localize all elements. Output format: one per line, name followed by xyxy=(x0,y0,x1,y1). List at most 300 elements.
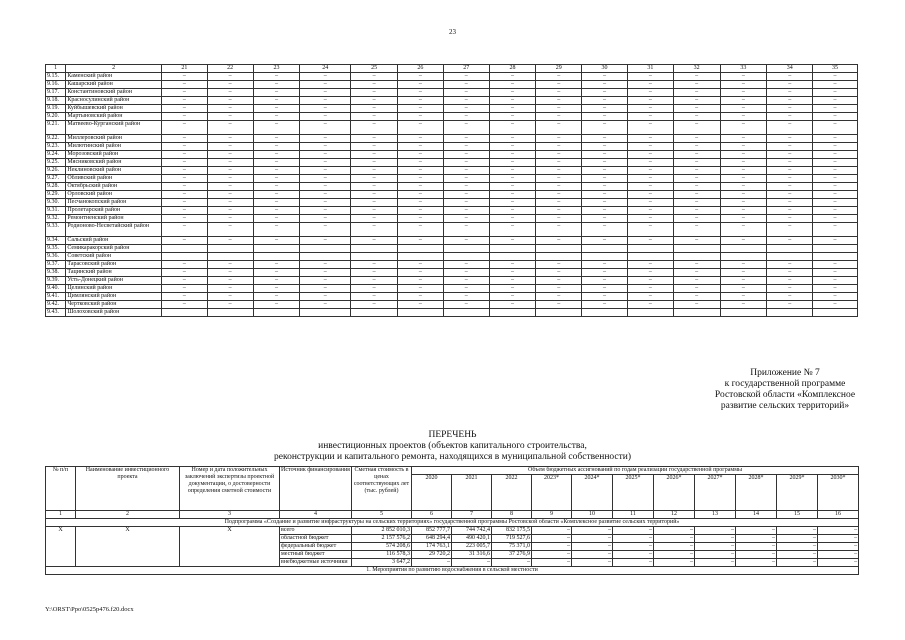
col-doc-header: Номер и дата положительных заключений экспертизы проектной документации, о достоверности определения сметной стоимости xyxy=(180,467,280,511)
value-cell xyxy=(398,253,444,261)
subprogram-row xyxy=(46,519,859,527)
value-cell: – xyxy=(207,237,253,245)
value-cell: – xyxy=(207,105,253,113)
column-number: 34 xyxy=(767,65,813,73)
value-cell: – xyxy=(351,73,398,81)
table-row xyxy=(46,159,858,167)
appendix-line-1: Приложение № 7 xyxy=(750,368,820,378)
value-cell: – xyxy=(813,301,858,309)
value-cell: – xyxy=(351,151,398,159)
value-cell: – xyxy=(767,223,813,237)
value-cell xyxy=(253,309,300,317)
value-cell: – xyxy=(627,175,673,183)
estimated-cost: 3 647,2 xyxy=(352,559,412,567)
value-cell: – xyxy=(813,175,858,183)
row-number: 9.17. xyxy=(46,89,66,97)
value-cell: – xyxy=(720,199,767,207)
year-value: – xyxy=(654,543,695,551)
table-row xyxy=(46,301,858,309)
value-cell: – xyxy=(351,167,398,175)
value-cell: – xyxy=(300,191,351,199)
value-cell: – xyxy=(253,159,300,167)
estimated-cost: 574 208,6 xyxy=(352,543,412,551)
value-cell: – xyxy=(300,269,351,277)
value-cell: – xyxy=(720,121,767,135)
value-cell: – xyxy=(767,81,813,89)
value-cell: – xyxy=(720,113,767,121)
district-name: Семикаракорский район xyxy=(66,245,162,253)
row-number: 9.28. xyxy=(46,183,66,191)
column-number: 14 xyxy=(736,511,777,519)
value-cell: – xyxy=(582,191,628,199)
value-cell: – xyxy=(489,89,536,97)
value-cell: – xyxy=(300,277,351,285)
row-number: 9.22. xyxy=(46,135,66,143)
row-number: 9.15. xyxy=(46,73,66,81)
column-number: 32 xyxy=(673,65,720,73)
value-cell xyxy=(398,245,444,253)
column-number: 5 xyxy=(352,511,412,519)
value-cell: – xyxy=(300,183,351,191)
value-cell: – xyxy=(627,121,673,135)
value-cell xyxy=(720,309,767,317)
value-cell: – xyxy=(767,183,813,191)
value-cell: – xyxy=(767,167,813,175)
column-number: 11 xyxy=(613,511,654,519)
value-cell: – xyxy=(536,293,582,301)
value-cell: – xyxy=(536,237,582,245)
value-cell: – xyxy=(207,151,253,159)
value-cell xyxy=(813,245,858,253)
value-cell: – xyxy=(489,269,536,277)
table-row xyxy=(46,135,858,143)
value-cell: – xyxy=(813,97,858,105)
col-cost-header: Сметная стоимость в ценах соответствующих лет (тыс. рублей) xyxy=(352,467,412,511)
value-cell: – xyxy=(351,97,398,105)
column-number: 28 xyxy=(489,65,536,73)
value-cell: – xyxy=(767,285,813,293)
value-cell: – xyxy=(582,175,628,183)
value-cell: – xyxy=(207,97,253,105)
row-number: 9.37. xyxy=(46,261,66,269)
value-cell: – xyxy=(207,277,253,285)
value-cell xyxy=(813,253,858,261)
value-cell: – xyxy=(253,293,300,301)
value-cell: – xyxy=(720,277,767,285)
value-cell: – xyxy=(627,277,673,285)
value-cell: – xyxy=(161,223,207,237)
value-cell: – xyxy=(161,199,207,207)
value-cell: – xyxy=(536,167,582,175)
year-value: – xyxy=(613,535,654,543)
section-row xyxy=(46,567,859,575)
value-cell: – xyxy=(351,143,398,151)
value-cell: – xyxy=(161,277,207,285)
value-cell: – xyxy=(398,223,444,237)
value-cell xyxy=(673,253,720,261)
value-cell: – xyxy=(398,73,444,81)
value-cell: – xyxy=(207,215,253,223)
table-row xyxy=(46,237,858,245)
value-cell: – xyxy=(443,175,489,183)
value-cell: – xyxy=(443,269,489,277)
col-num-header: № п/п xyxy=(46,467,76,511)
row-number: 9.33. xyxy=(46,223,66,237)
value-cell: – xyxy=(813,159,858,167)
value-cell: – xyxy=(161,183,207,191)
value-cell: – xyxy=(582,269,628,277)
value-cell: – xyxy=(673,237,720,245)
value-cell: – xyxy=(813,167,858,175)
value-cell: – xyxy=(489,167,536,175)
table-row xyxy=(46,261,858,269)
value-cell: – xyxy=(351,89,398,97)
value-cell: – xyxy=(536,97,582,105)
year-value: – xyxy=(695,535,736,543)
year-header: 2024* xyxy=(572,475,613,511)
value-cell: – xyxy=(536,73,582,81)
value-cell: – xyxy=(627,223,673,237)
year-value: 744 742,4 xyxy=(452,527,492,535)
value-cell: – xyxy=(398,159,444,167)
value-cell: – xyxy=(300,113,351,121)
value-cell: – xyxy=(627,167,673,175)
year-value: – xyxy=(777,543,818,551)
table-row xyxy=(46,97,858,105)
table-row xyxy=(46,199,858,207)
table-row xyxy=(46,253,858,261)
row-number: 9.32. xyxy=(46,215,66,223)
value-cell: – xyxy=(207,73,253,81)
districts-header-row xyxy=(46,65,858,73)
value-cell: – xyxy=(489,237,536,245)
value-cell: – xyxy=(253,191,300,199)
district-name: Матвеево-Курганский район xyxy=(66,121,162,135)
value-cell xyxy=(207,309,253,317)
value-cell: – xyxy=(207,135,253,143)
value-cell: – xyxy=(813,237,858,245)
year-value: – xyxy=(818,551,859,559)
value-cell: – xyxy=(536,183,582,191)
year-value: – xyxy=(777,559,818,567)
value-cell xyxy=(767,253,813,261)
value-cell: – xyxy=(443,105,489,113)
year-header: 2025* xyxy=(613,475,654,511)
value-cell: – xyxy=(813,135,858,143)
value-cell: – xyxy=(489,97,536,105)
value-cell: – xyxy=(536,121,582,135)
value-cell: – xyxy=(582,285,628,293)
value-cell: – xyxy=(582,237,628,245)
value-cell: – xyxy=(767,277,813,285)
value-cell: – xyxy=(300,207,351,215)
year-value: 832 175,5 xyxy=(492,527,532,535)
value-cell: – xyxy=(161,73,207,81)
value-cell: – xyxy=(443,89,489,97)
year-value: – xyxy=(736,559,777,567)
value-cell: – xyxy=(720,81,767,89)
value-cell: – xyxy=(207,143,253,151)
row-number: 9.35. xyxy=(46,245,66,253)
value-cell xyxy=(627,309,673,317)
value-cell: – xyxy=(300,261,351,269)
value-cell: – xyxy=(582,135,628,143)
table-row xyxy=(46,527,859,535)
value-cell: – xyxy=(253,261,300,269)
value-cell: – xyxy=(627,207,673,215)
value-cell: – xyxy=(536,207,582,215)
appendix-line-2: к государственной программе xyxy=(724,379,846,389)
table-row xyxy=(46,223,858,237)
value-cell: – xyxy=(351,237,398,245)
value-cell: – xyxy=(443,167,489,175)
value-cell xyxy=(720,253,767,261)
value-cell xyxy=(161,253,207,261)
value-cell: – xyxy=(253,81,300,89)
row-number: 9.20. xyxy=(46,113,66,121)
value-cell: – xyxy=(627,269,673,277)
value-cell: – xyxy=(253,285,300,293)
value-cell: – xyxy=(443,191,489,199)
value-cell: – xyxy=(489,301,536,309)
year-value: 490 420,1 xyxy=(452,535,492,543)
value-cell: – xyxy=(253,215,300,223)
value-cell: – xyxy=(627,73,673,81)
value-cell: – xyxy=(673,175,720,183)
table-row xyxy=(46,143,858,151)
value-cell: – xyxy=(300,293,351,301)
year-value: – xyxy=(532,535,572,543)
value-cell: – xyxy=(351,261,398,269)
year-value: – xyxy=(818,543,859,551)
value-cell: – xyxy=(443,97,489,105)
column-number: 12 xyxy=(654,511,695,519)
year-value: – xyxy=(532,551,572,559)
value-cell: – xyxy=(300,81,351,89)
value-cell xyxy=(253,253,300,261)
district-name: Мясниковский район xyxy=(66,159,162,167)
table-row xyxy=(46,207,858,215)
value-cell: – xyxy=(253,277,300,285)
value-cell xyxy=(443,309,489,317)
value-cell: – xyxy=(207,199,253,207)
value-cell xyxy=(767,245,813,253)
value-cell: – xyxy=(582,81,628,89)
year-value: – xyxy=(532,527,572,535)
value-cell: – xyxy=(207,159,253,167)
district-name: Родионово-Несветайский район xyxy=(66,223,162,237)
row-number: 9.21. xyxy=(46,121,66,135)
value-cell: – xyxy=(253,97,300,105)
document-subtitle xyxy=(0,441,905,463)
value-cell: – xyxy=(720,159,767,167)
value-cell xyxy=(767,309,813,317)
district-name: Советский район xyxy=(66,253,162,261)
value-cell: – xyxy=(673,207,720,215)
row-number: 9.34. xyxy=(46,237,66,245)
value-cell: – xyxy=(161,89,207,97)
row-number: 9.43. xyxy=(46,309,66,317)
value-cell: – xyxy=(300,199,351,207)
district-name: Сальский район xyxy=(66,237,162,245)
value-cell: – xyxy=(536,135,582,143)
value-cell: – xyxy=(489,113,536,121)
value-cell: – xyxy=(673,97,720,105)
value-cell: – xyxy=(536,143,582,151)
value-cell xyxy=(813,309,858,317)
value-cell: – xyxy=(720,269,767,277)
value-cell: – xyxy=(720,223,767,237)
column-number: 13 xyxy=(695,511,736,519)
value-cell: – xyxy=(300,285,351,293)
value-cell: – xyxy=(351,105,398,113)
value-cell: – xyxy=(767,199,813,207)
value-cell: – xyxy=(207,261,253,269)
value-cell: – xyxy=(767,97,813,105)
column-number: 22 xyxy=(207,65,253,73)
value-cell: – xyxy=(161,135,207,143)
value-cell: – xyxy=(253,223,300,237)
value-cell: – xyxy=(351,215,398,223)
value-cell: – xyxy=(443,135,489,143)
value-cell xyxy=(207,253,253,261)
value-cell: – xyxy=(398,175,444,183)
value-cell: – xyxy=(673,121,720,135)
year-value: – xyxy=(654,527,695,535)
value-cell: – xyxy=(398,215,444,223)
column-number: 9 xyxy=(532,511,572,519)
value-cell: – xyxy=(582,277,628,285)
year-value: – xyxy=(818,535,859,543)
value-cell: – xyxy=(351,285,398,293)
district-name: Каменский район xyxy=(66,73,162,81)
value-cell: – xyxy=(536,105,582,113)
value-cell: – xyxy=(161,191,207,199)
column-number: 30 xyxy=(582,65,628,73)
value-cell: – xyxy=(253,183,300,191)
value-cell: – xyxy=(351,191,398,199)
row-number: 9.26. xyxy=(46,167,66,175)
column-number: 29 xyxy=(536,65,582,73)
value-cell: – xyxy=(536,261,582,269)
value-cell: – xyxy=(767,121,813,135)
value-cell: – xyxy=(813,113,858,121)
value-cell: – xyxy=(300,237,351,245)
table-row xyxy=(46,191,858,199)
year-value: – xyxy=(818,527,859,535)
value-cell: – xyxy=(813,215,858,223)
row-number: 9.31. xyxy=(46,207,66,215)
district-name: Шолоховский район xyxy=(66,309,162,317)
year-header: 2026* xyxy=(654,475,695,511)
district-name: Усть-Донецкий район xyxy=(66,277,162,285)
value-cell: – xyxy=(673,143,720,151)
value-cell: – xyxy=(351,183,398,191)
value-cell: – xyxy=(582,159,628,167)
value-cell: – xyxy=(351,135,398,143)
funding-source: внебюджетные источники xyxy=(280,559,352,567)
column-number: 31 xyxy=(627,65,673,73)
value-cell: – xyxy=(443,261,489,269)
value-cell: – xyxy=(489,81,536,89)
column-number: 2 xyxy=(76,511,180,519)
value-cell: – xyxy=(720,151,767,159)
value-cell: – xyxy=(253,143,300,151)
value-cell: – xyxy=(253,269,300,277)
value-cell: – xyxy=(767,215,813,223)
value-cell: – xyxy=(398,89,444,97)
value-cell: – xyxy=(443,143,489,151)
value-cell: – xyxy=(767,143,813,151)
value-cell: – xyxy=(627,143,673,151)
value-cell: – xyxy=(813,207,858,215)
value-cell: – xyxy=(813,143,858,151)
value-cell: – xyxy=(767,151,813,159)
table-row xyxy=(46,81,858,89)
table-row xyxy=(46,277,858,285)
value-cell: – xyxy=(627,293,673,301)
value-cell: – xyxy=(398,269,444,277)
value-cell: – xyxy=(536,151,582,159)
value-cell: – xyxy=(673,215,720,223)
value-cell: – xyxy=(443,113,489,121)
year-value: – xyxy=(736,535,777,543)
value-cell: – xyxy=(398,151,444,159)
value-cell: – xyxy=(207,81,253,89)
value-cell: – xyxy=(443,151,489,159)
value-cell: – xyxy=(161,113,207,121)
value-cell: – xyxy=(253,237,300,245)
value-cell: – xyxy=(207,207,253,215)
value-cell: – xyxy=(536,191,582,199)
value-cell: – xyxy=(207,183,253,191)
value-cell: – xyxy=(673,73,720,81)
year-value: – xyxy=(613,543,654,551)
value-cell: – xyxy=(300,167,351,175)
col-volume-header: Объем бюджетных ассигнований по годам реализации государственной программы xyxy=(412,467,859,475)
value-cell: – xyxy=(627,199,673,207)
value-cell xyxy=(673,245,720,253)
value-cell: – xyxy=(813,191,858,199)
value-cell xyxy=(582,309,628,317)
value-cell xyxy=(300,309,351,317)
value-cell: – xyxy=(536,175,582,183)
estimated-cost: 116 578,3 xyxy=(352,551,412,559)
table-row xyxy=(46,113,858,121)
value-cell: – xyxy=(536,199,582,207)
value-cell: – xyxy=(300,121,351,135)
value-cell: – xyxy=(489,285,536,293)
row-number: 9.18. xyxy=(46,97,66,105)
row-number: 9.41. xyxy=(46,293,66,301)
district-name: Тарасовский район xyxy=(66,261,162,269)
year-value: 31 316,6 xyxy=(452,551,492,559)
district-name: Тацинский район xyxy=(66,269,162,277)
value-cell: – xyxy=(207,89,253,97)
value-cell xyxy=(300,253,351,261)
value-cell: – xyxy=(813,105,858,113)
table-row xyxy=(46,215,858,223)
value-cell: – xyxy=(489,175,536,183)
column-number-row xyxy=(46,511,859,519)
column-number: 35 xyxy=(813,65,858,73)
value-cell: – xyxy=(443,285,489,293)
column-number: 1 xyxy=(46,511,76,519)
value-cell: – xyxy=(253,113,300,121)
row-number: 9.40. xyxy=(46,285,66,293)
value-cell: – xyxy=(582,121,628,135)
value-cell: – xyxy=(253,121,300,135)
